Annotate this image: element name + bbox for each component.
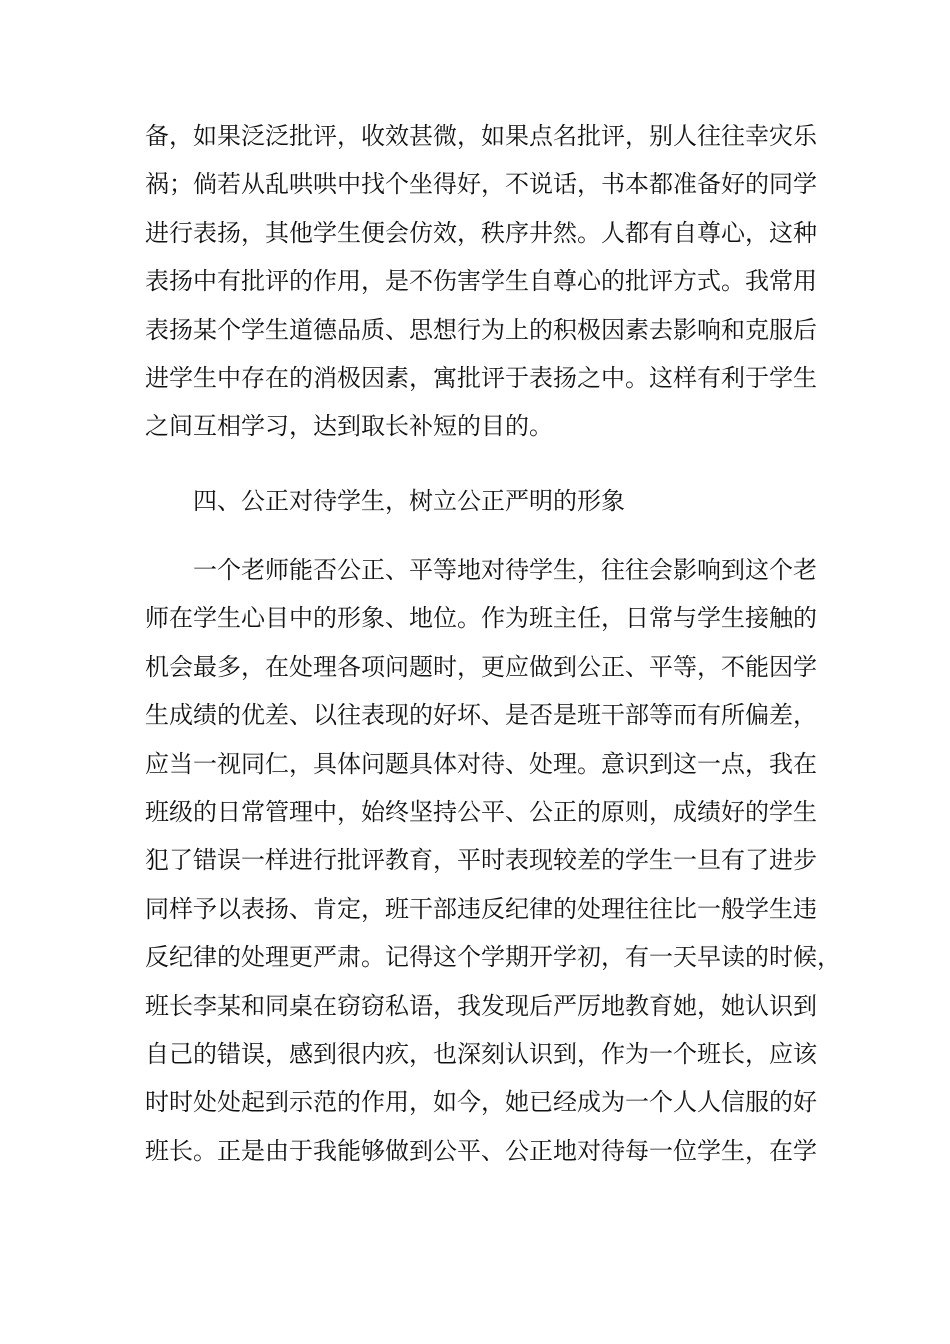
paragraph-line: 师在学生心目中的形象、地位。作为班主任，日常与学生接触的: [145, 604, 817, 633]
paragraph-line: 之间互相学习，达到取长补短的目的。: [145, 412, 553, 441]
paragraph-line: 同样予以表扬、肯定，班干部违反纪律的处理往往比一般学生违: [145, 894, 817, 923]
paragraph-line: 时时处处起到示范的作用，如今，她已经成为一个人人信服的好: [145, 1088, 817, 1117]
paragraph-line: 班长。正是由于我能够做到公平、公正地对待每一位学生，在学: [145, 1136, 817, 1165]
paragraph-line: 表扬中有批评的作用，是不伤害学生自尊心的批评方式。我常用: [145, 267, 817, 296]
paragraph-line: 表扬某个学生道德品质、思想行为上的积极因素去影响和克服后: [145, 315, 817, 344]
paragraph-line: 应当一视同仁，具体问题具体对待、处理。意识到这一点，我在: [145, 749, 817, 778]
paragraph-line: 犯了错误一样进行批评教育，平时表现较差的学生一旦有了进步: [145, 846, 817, 875]
paragraph-line: 进行表扬，其他学生便会仿效，秩序井然。人都有自尊心，这种: [145, 218, 817, 247]
paragraph-line: 班级的日常管理中，始终坚持公平、公正的原则，成绩好的学生: [145, 797, 817, 826]
paragraph-line: 反纪律的处理更严肃。记得这个学期开学初，有一天早读的时候，: [145, 943, 841, 972]
paragraph-line: 进学生中存在的消极因素，寓批评于表扬之中。这样有利于学生: [145, 363, 817, 392]
paragraph-line: 生成绩的优差、以往表现的好坏、是否是班干部等而有所偏差，: [145, 701, 817, 730]
paragraph-top: [145, 112, 817, 451]
section-heading: 四、公正对待学生，树立公正严明的形象: [193, 487, 625, 515]
paragraph-line: 祸；倘若从乱哄哄中找个坐得好，不说话，书本都准备好的同学: [145, 170, 817, 199]
paragraph-line: 班长李某和同桌在窃窃私语，我发现后严厉地教育她，她认识到: [145, 991, 817, 1020]
paragraph-line: 备，如果泛泛批评，收效甚微，如果点名批评，别人往往幸灾乐: [145, 122, 817, 150]
paragraph-line: 机会最多，在处理各项问题时，更应做到公正、平等，不能因学: [145, 652, 817, 681]
paragraph-line: 一个老师能否公正、平等地对待学生，往往会影响到这个老: [193, 556, 817, 584]
paragraph-main: [145, 546, 841, 1175]
paragraph-line: 自己的错误，感到很内疚，也深刻认识到，作为一个班长，应该: [145, 1039, 817, 1068]
section-heading-block: [145, 477, 817, 525]
